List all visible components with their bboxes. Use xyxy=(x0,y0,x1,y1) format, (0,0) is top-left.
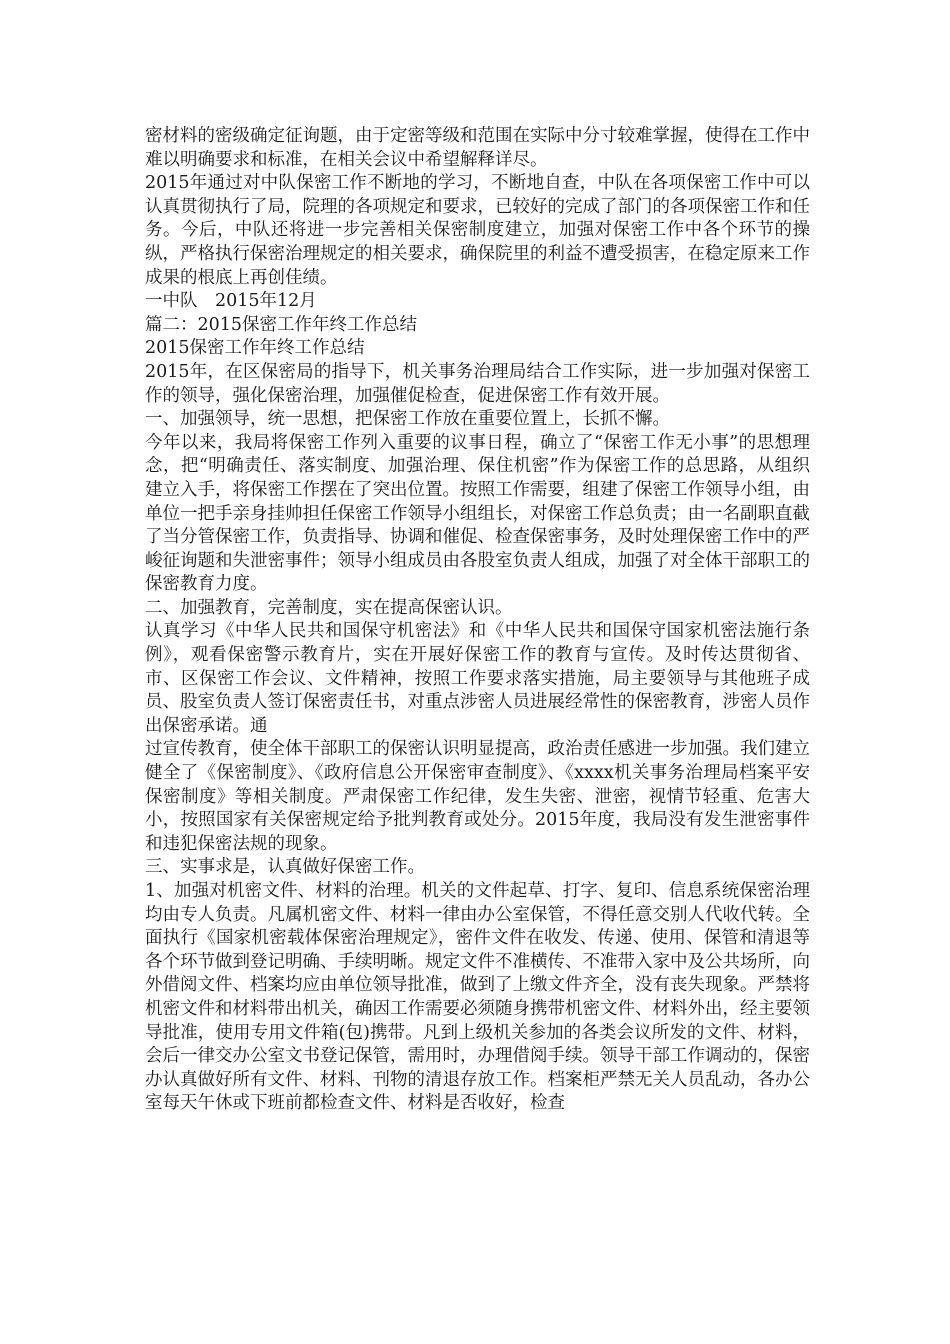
heading-one: 一、加强领导，统一思想，把保密工作放在重要位置上，长抓不懈。 xyxy=(145,409,670,430)
heading-three: 三、实事求是，认真做好保密工作。 xyxy=(145,857,425,878)
document-title: 2015保密工作年终工作总结 xyxy=(145,338,365,359)
paragraph-leadership: 今年以来，我局将保密工作列入重要的议事日程，确立了“保密工作无小事”的思想理念，把“明确责任、落实制度、加强治理、保住机密”作为保密工作的总思路，从组织建立入手，将保密工作摆在了突出位置。按照工作需要，组建了保密工作领导小组，由单位一把手亲身挂帅担任保密工作领导小组组长，对保密工作总负责；由一名副职直截了当分管保密工作，负责指导、协调和催促、检查保密事务，及时处理保密工作中的严峻征询题和失泄密事件；领导小组成员由各股室负责人组成，加强了对全体干部职工的保密教育力度。 xyxy=(145,432,810,595)
paragraph-2: 2015年通过对中队保密工作不断地的学习，不断地自查，中队在各项保密工作中可以认真贯彻执行了局，院理的各项规定和要求，已较好的完成了部门的各项保密工作和任务。今后，中队还将进一步完善相关保密制度建立，加强对保密工作中各个环节的操纵，严格执行保密治理规定的相关要求，确保院里的利益不遭受损害，在稳定原来工作成果的根底上再创佳绩。 xyxy=(145,173,810,288)
paragraph-documents: 1、加强对机密文件、材料的治理。机关的文件起草、打字、复印、信息系统保密治理均由专人负责。凡属机密文件、材料一律由办公室保管，不得任意交别人代收代转。全面执行《国家机密载体保密治理规定》，密件文件在收发、传递、使用、保管和清退等各个环节做到登记明确、手续明晰。规定文件不准横传、不准带入家中及公共场所，向外借阅文件、档案均应由单位领导批准，做到了上缴文件齐全，没有丧失现象。严禁将机密文件和材料带出机关，确因工作需要必须随身携带机密文件、材料外出，经主要领导批准，使用专用文件箱(包)携带。凡到上级机关参加的各类会议所发的文件、材料，会后一律交办公室文书登记保管，需用时，办理借阅手续。领导干部工作调动的，保密办认真做好所有文件、材料、刊物的清退存放工作。档案柜严禁无关人员乱动，各办公室每天午休或下班前都检查文件、材料是否收好，检查 xyxy=(145,881,810,1114)
section-heading: 篇二：2015保密工作年终工作总结 xyxy=(145,314,418,335)
heading-two: 二、加强教育，完善制度，实在提高保密认识。 xyxy=(145,597,513,618)
paragraph-education: 认真学习《中华人民共和国保守机密法》和《中华人民共和国保守国家机密法施行条例》，观看保密警示教育片，实在开展好保密工作的教育与宣传。及时传达贯彻省、市、区保密工作会议、文件精神，按照工作要求落实措施，局主要领导与其他班子成员、股室负责人签订保密责任书，对重点涉密人员进展经常性的保密教育，涉密人员作出保密承诺。通 xyxy=(145,621,810,736)
document-body xyxy=(145,125,810,1116)
paragraph-system: 过宣传教育，使全体干部职工的保密认识明显提高，政治责任感进一步加强。我们建立健全了《保密制度》、《政府信息公开保密审查制度》、《xxxx机关事务治理局档案平安保密制度》等相关制度。严肃保密工作纪律，发生失密、泄密，视情节轻重、危害大小，按照国家有关保密规定给予批判教育或处分。2015年度，我局没有发生泄密事件和违犯保密法规的现象。 xyxy=(145,739,810,854)
paragraph-1: 密材料的密级确定征询题，由于定密等级和范围在实际中分寸较难掌握，使得在工作中难以明确要求和标准，在相关会议中希望解释详尽。 xyxy=(145,126,810,170)
paragraph-intro: 2015年，在区保密局的指导下，机关事务治理局结合工作实际，进一步加强对保密工作的领导，强化保密治理，加强催促检查，促进保密工作有效开展。 xyxy=(145,361,810,406)
signature-line: 一中队 2015年12月 xyxy=(145,291,317,312)
